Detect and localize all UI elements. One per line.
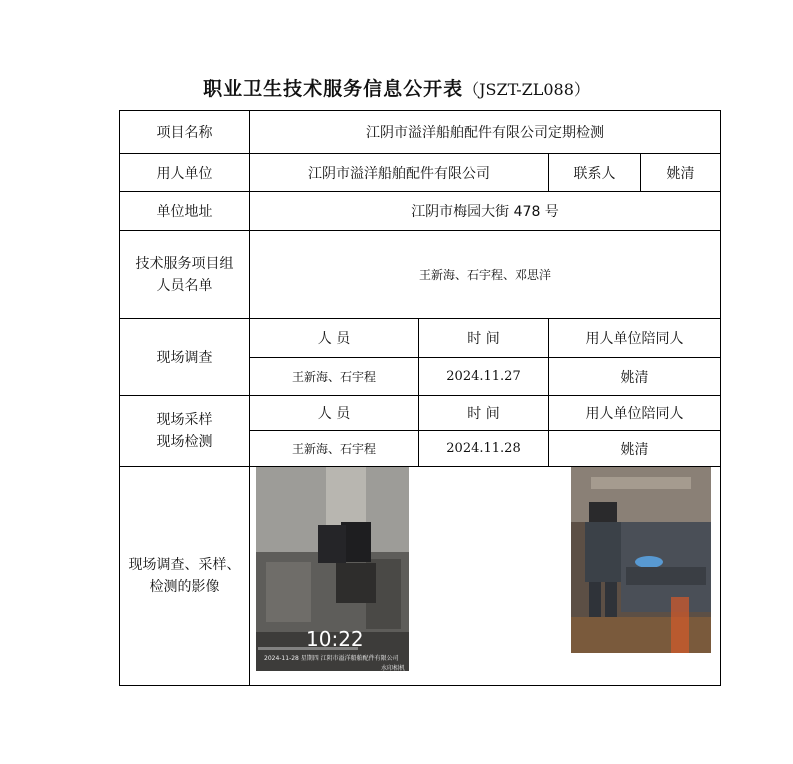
title-text: 职业卫生技术服务信息公开表 — [203, 78, 464, 100]
survey-col-personnel: 人 员 — [250, 319, 419, 358]
row-project-name — [120, 111, 721, 154]
team-label-line1: 技术服务项目组 — [135, 255, 234, 272]
sampling-companion: 姚清 — [549, 431, 721, 467]
sampling-col-time: 时 间 — [419, 396, 549, 431]
team-value: 王新海、石宇程、邓思洋 — [250, 231, 721, 319]
row-employer — [120, 154, 721, 192]
contact-value: 姚清 — [641, 154, 721, 192]
form-code: （JSZT-ZL088） — [463, 80, 590, 99]
contact-label: 联系人 — [549, 154, 641, 192]
sampling-personnel: 王新海、石宇程 — [250, 431, 419, 467]
sampling-col-companion: 用人单位陪同人 — [549, 396, 721, 431]
site-photo-2-image — [571, 467, 711, 653]
photo-caption: 2024-11-28 星期四 江阴市溢洋船舶配件有限公司 — [264, 655, 399, 662]
row-team — [120, 231, 721, 319]
images-label-line1: 现场调查、采样、 — [128, 557, 241, 573]
project-name-value: 江阴市溢洋船舶配件有限公司定期检测 — [250, 111, 721, 154]
team-label-line2: 人员名单 — [156, 277, 213, 294]
images-label-line2: 检测的影像 — [149, 579, 220, 595]
employer-value: 江阴市溢洋船舶配件有限公司 — [250, 154, 549, 192]
sampling-col-personnel: 人 员 — [250, 396, 419, 431]
address-value: 江阴市梅园大街 478 号 — [250, 192, 721, 231]
document-title — [0, 74, 793, 101]
site-photo-2 — [571, 467, 711, 653]
team-label — [120, 231, 250, 319]
images-cell — [250, 467, 721, 686]
row-sampling-header — [120, 396, 721, 431]
survey-label: 现场调查 — [120, 319, 250, 396]
row-survey-header — [120, 319, 721, 358]
photo-timestamp: 10:22 — [306, 627, 364, 651]
site-photo-1 — [256, 467, 409, 671]
sampling-label — [120, 396, 250, 467]
survey-date: 2024.11.27 — [419, 358, 549, 396]
row-address — [120, 192, 721, 231]
survey-personnel: 王新海、石宇程 — [250, 358, 419, 396]
row-images — [120, 467, 721, 686]
survey-col-companion: 用人单位陪同人 — [549, 319, 721, 358]
images-label — [120, 467, 250, 686]
sampling-label-line2: 现场检测 — [156, 434, 213, 450]
survey-companion: 姚清 — [549, 358, 721, 396]
sampling-label-line1: 现场采样 — [156, 412, 213, 428]
address-label: 单位地址 — [120, 192, 250, 231]
photo-watermark-brand: 水印相机 — [380, 665, 405, 671]
project-name-label: 项目名称 — [120, 111, 250, 154]
info-table — [119, 110, 721, 686]
survey-col-time: 时 间 — [419, 319, 549, 358]
employer-label: 用人单位 — [120, 154, 250, 192]
sampling-date: 2024.11.28 — [419, 431, 549, 467]
